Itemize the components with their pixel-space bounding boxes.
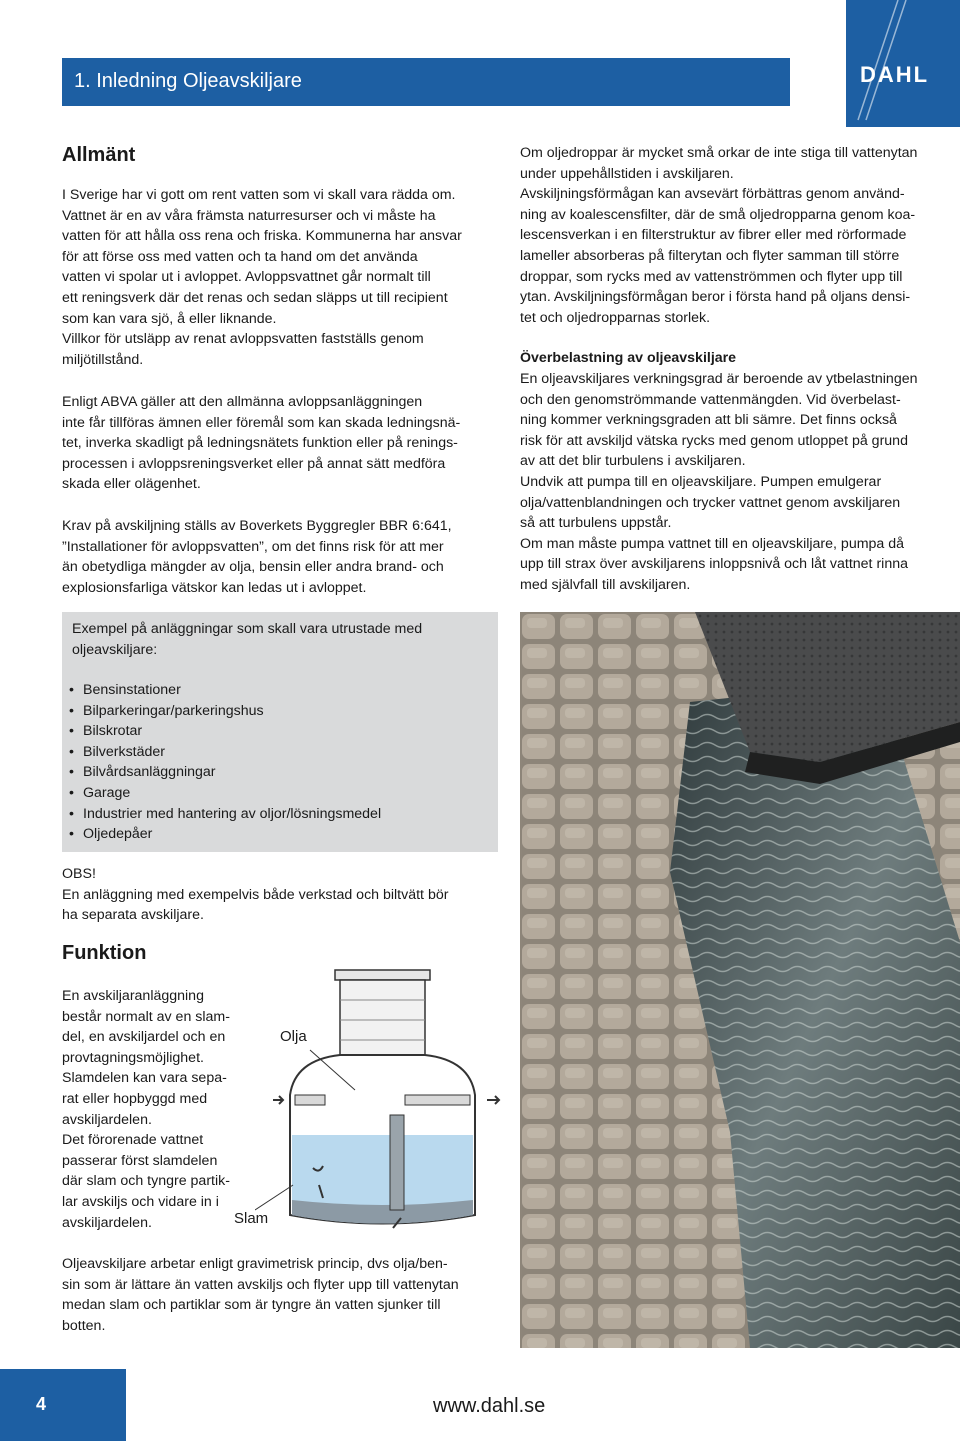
label-slam: Slam (234, 1210, 269, 1227)
diagram-inlet-pipe (295, 1095, 325, 1105)
funktion-closing (62, 1254, 502, 1336)
text-line: I Sverige har vi gott om rent vatten som vi skall vara rädda om. (62, 187, 456, 203)
list-item: • Garage (62, 783, 498, 804)
diagram-shaft (340, 980, 425, 1055)
text-line: droppar, som rycks med av vattenströmmen och flyter upp till (520, 268, 903, 285)
text-line: där slam och tyngre partik- (62, 1173, 230, 1190)
label-olja: Olja (280, 1028, 307, 1045)
text-line: risk för att avskiljd vätska rycks med genom utloppet på grund (520, 432, 908, 449)
diagram-outlet-pipe (405, 1095, 470, 1105)
subheading-overbelastning: Överbelastning av oljeavskiljare (520, 350, 737, 366)
text-line: Krav på avskiljning ställs av Boverkets Byggregler BBR 6:641, (62, 518, 452, 534)
text-line: och den genomströmmande vattenmängden. Vid överbelast- (520, 391, 901, 408)
text-line: olja/vattenblandningen och trycker vattnet genom avskiljaren (520, 494, 901, 511)
funktion-text (62, 986, 262, 1233)
page-number: 4 (36, 1394, 47, 1414)
text-line: avskiljardelen. (62, 1111, 152, 1128)
allmant-para-1 (62, 185, 502, 370)
text-line: ”Installationer för avloppsvatten”, om det finns risk för att mer (62, 538, 444, 555)
text-line: sin som är lättare än vatten avskiljs och flyter upp till vattenytan (62, 1276, 459, 1293)
text-line: skada eller olägenhet. (62, 476, 201, 493)
list-item: • Bilskrotar (62, 721, 498, 742)
list-item: • Bensinstationer (62, 680, 498, 701)
outlet-arrow-icon (487, 1096, 499, 1104)
list-item: • Bilvårdsanläggningar (62, 762, 498, 783)
text-line: lameller absorberas på filterytan och flyter samman till större (520, 247, 900, 264)
text-line: så att turbulens uppstår. (520, 515, 672, 532)
text-line: rat eller hopbyggd med (62, 1090, 208, 1107)
photo-drain-channel (520, 612, 960, 1348)
page-title: 1. Inledning Oljeavskiljare (74, 70, 302, 92)
separator-diagram (255, 960, 515, 1245)
right-para-1 (520, 143, 960, 328)
examples-intro (72, 619, 492, 660)
slam-leader-line (255, 1185, 293, 1210)
text-line: vatten vi spolar ut i avloppet. Avloppsvattnet går normalt till (62, 269, 431, 286)
text-line: lescensverkan i en filterstruktur av fibrer eller med rörformade (520, 227, 907, 244)
text-line: En anläggning med exempelvis både verkstad och biltvätt bör (62, 886, 449, 903)
text-line: Det förorenade vattnet (62, 1132, 204, 1149)
text-line: tet, inverka skadligt på ledningsnätets funktion eller på renings- (62, 435, 458, 452)
photo-illustration (520, 612, 960, 1348)
diagram-inner-wall (390, 1115, 404, 1210)
text-line: En oljeavskiljares verkningsgrad är beroende av ytbelastningen (520, 371, 918, 387)
diagram-shaft-top (335, 970, 430, 980)
list-item: • Oljedepåer (62, 824, 498, 845)
footer-url-link[interactable]: www.dahl.se (433, 1395, 546, 1417)
text-line: inte får tillföras ämnen eller föremål som kan skada ledningsnä- (62, 414, 461, 431)
text-line: Oljeavskiljare arbetar enligt gravimetrisk princip, dvs olja/ben- (62, 1256, 448, 1272)
list-item: • Bilverkstäder (62, 742, 498, 763)
text-line: ning av koalescensfilter, där de små oljedropparna genom koa- (520, 206, 916, 223)
footer-page-box (0, 1369, 126, 1441)
text-line: består normalt av en slam- (62, 1008, 230, 1025)
text-line: processen i avloppsreningsverket eller på annat sätt medföra (62, 455, 446, 472)
text-line: del, en avskiljardel och en (62, 1029, 226, 1046)
heading-funktion: Funktion (62, 942, 147, 964)
text-line: Villkor för utsläpp av renat avloppsvatten fastställs genom (62, 331, 424, 348)
allmant-para-3 (62, 516, 502, 598)
text-line: Exempel på anläggningar som skall vara utrustade med (72, 621, 423, 637)
text-line: upp till strax över avskiljarens inloppsnivå och låt vattnet rinna (520, 556, 908, 573)
text-line: botten. (62, 1317, 106, 1334)
text-line: ning kommer verkningsgraden att bli sämre. Det finns också (520, 412, 897, 429)
text-line: vatten för att hålla oss rena och friska. Kommunerna har ansvar (62, 228, 462, 245)
logo-text: DAHL (860, 62, 930, 87)
text-line: En avskiljaranläggning (62, 988, 204, 1004)
text-line: under uppehållstiden i avskiljaren. (520, 165, 734, 182)
text-line: Vattnet är en av våra främsta naturresurser och vi måste ha (62, 207, 436, 224)
obs-label: OBS! (62, 866, 96, 882)
text-line: som kan vara sjö, å eller liknande. (62, 310, 277, 327)
allmant-para-2 (62, 392, 502, 495)
text-line: miljötillstånd. (62, 351, 144, 368)
text-line: Om man måste pumpa vattnet till en oljeavskiljare, pumpa då (520, 535, 905, 552)
text-line: för att förse oss med vatten och ta hand om det använda (62, 248, 418, 265)
text-line: passerar först slamdelen (62, 1152, 218, 1169)
right-para-2 (520, 369, 960, 596)
text-line: med självfall till avskiljaren. (520, 576, 691, 593)
heading-allmant: Allmänt (62, 144, 136, 166)
obs-note (62, 864, 502, 926)
text-line: medan slam och partiklar som är tyngre än vatten sjunker till (62, 1297, 441, 1314)
text-line: Enligt ABVA gäller att den allmänna avloppsanläggningen (62, 394, 423, 410)
text-line: explosionsfarliga vätskor kan ledas ut i avloppet. (62, 579, 367, 596)
text-line: ha separata avskiljare. (62, 907, 204, 924)
list-item: • Industrier med hantering av oljor/lösningsmedel (62, 804, 498, 825)
text-line: än obetydliga mängder av olja, bensin eller andra brand- och (62, 559, 444, 576)
inlet-arrow-icon (273, 1096, 283, 1104)
text-line: Om oljedroppar är mycket små orkar de inte stiga till vattenytan (520, 145, 918, 161)
text-line: oljeavskiljare: (72, 641, 158, 658)
text-line: avskiljardelen. (62, 1214, 152, 1231)
text-line: lar avskiljs och vidare in i (62, 1193, 219, 1210)
text-line: ytan. Avskiljningsförmågan beror i första hand på oljans densi- (520, 289, 911, 306)
examples-list (62, 680, 498, 845)
text-line: Undvik att pumpa till en oljeavskiljare. Pumpen emulgerar (520, 473, 882, 490)
text-line: tet och oljedropparnas storlek. (520, 309, 711, 326)
text-line: av att det blir turbulens i avskiljaren. (520, 453, 746, 470)
text-line: Avskiljningsförmågan kan avsevärt förbättras genom använd- (520, 186, 905, 203)
text-line: ett reningsverk där det renas och sedan släpps ut till recipient (62, 289, 448, 306)
text-line: Slamdelen kan vara sepa- (62, 1070, 227, 1087)
text-line: provtagningsmöjlighet. (62, 1049, 204, 1066)
list-item: • Bilparkeringar/parkeringshus (62, 701, 498, 722)
